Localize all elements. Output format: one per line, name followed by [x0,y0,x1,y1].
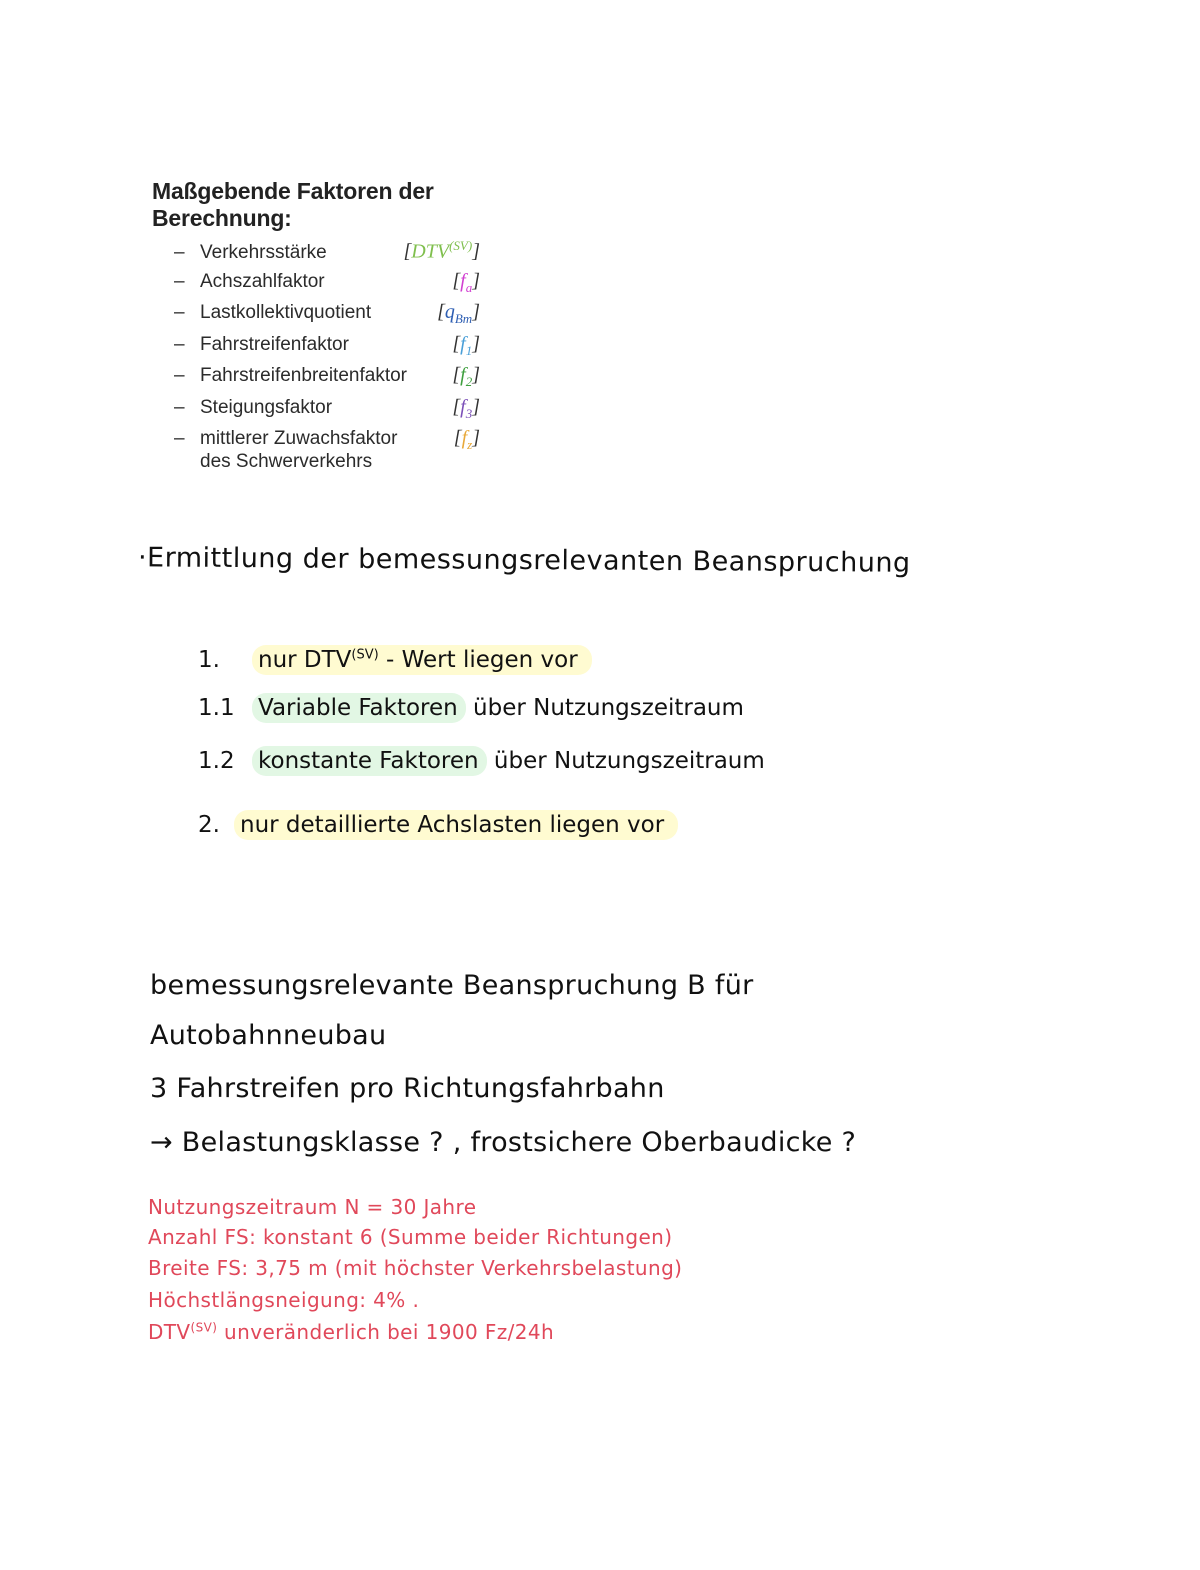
case-item-1-2 [198,748,765,774]
factor-row [152,333,572,365]
factors-title: Maßgebende Faktoren der Berechnung: [152,178,434,231]
case-item-2 [198,812,678,838]
factor-row [152,301,572,333]
factor-symbol: $[DTV^{(SV)}]$ [403,238,480,263]
case-highlight: konstante Faktoren [252,746,487,776]
factor-name: Fahrstreifenbreitenfaktor [200,365,407,386]
task-line-3: 3 Fahrstreifen pro Richtungsfahrbahn [150,1073,665,1104]
factor-symbol: $[f_z]$ [453,427,480,452]
bullet-dash: – [174,396,185,418]
case-item-1 [198,647,592,673]
factor-name: Verkehrsstärke [200,241,327,263]
factor-row [152,364,572,396]
task-line-2: Autobahnneubau [150,1020,387,1051]
factor-symbol: $[f_3]$ [452,395,480,421]
factor-row [152,270,572,302]
factor-list [152,238,572,459]
factor-name: Achszahlfaktor [200,270,325,292]
case-rest: über Nutzungszeitraum [465,695,744,721]
factor-name: mittlerer Zuwachsfaktor [200,428,398,449]
given-line-3: Breite FS: 3,75 m (mit höchster Verkehrsbelastung) [148,1256,683,1280]
factor-symbol: $[f_2]$ [452,364,480,389]
section-heading: ·Ermittlung der bemessungsrelevanten Beanspruchung [137,542,911,579]
factor-row [152,396,572,428]
factor-symbol: $[f_a]$ [452,269,480,295]
case-highlight: nur $DTV^{(SV)}$ - Wert liegen vor [252,645,592,675]
bullet-dash: – [174,365,185,386]
given-line-2: Anzahl FS: konstant 6 (Summe beider Richtungen) [148,1225,673,1249]
case-highlight: nur detaillierte Achslasten liegen vor [234,810,678,840]
task-line-4: → Belastungsklasse ? , frostsichere Oberbaudicke ? [150,1127,857,1158]
task-line-1: bemessungsrelevante Beanspruchung B für [150,970,754,1001]
factor-name: Fahrstreifenfaktor [200,333,349,355]
factor-symbol: $[f_1]$ [452,332,480,358]
given-line-1: Nutzungszeitraum N = 30 Jahre [148,1195,477,1219]
factor-symbol: $[q_{Bm}]$ [437,301,480,326]
case-number: 1.2 [198,748,235,774]
bullet-dash: – [174,428,185,449]
factor-row [152,238,572,270]
case-rest: über Nutzungszeitraum [486,748,765,774]
bullet-dash: – [174,270,185,292]
bullet-dash: – [174,302,185,323]
case-item-1-1 [198,695,744,721]
factor-name: Lastkollektivquotient [200,302,372,323]
factor-name: Steigungsfaktor [200,396,333,418]
printed-factor-box [152,178,572,473]
case-highlight: Variable Faktoren [252,693,466,723]
bullet-dash: – [174,333,185,355]
factor-continuation: des Schwerverkehrs [200,450,373,472]
bullet-dash: – [174,241,185,263]
case-number: 1.1 [198,695,235,721]
case-number: 1. [198,647,220,673]
given-line-5: $DTV^{(SV)}$ unveränderlich bei 1900 Fz/24h [148,1320,555,1344]
given-line-4: Höchstlängsneigung: 4% . [148,1288,420,1312]
case-number: 2. [198,812,220,838]
